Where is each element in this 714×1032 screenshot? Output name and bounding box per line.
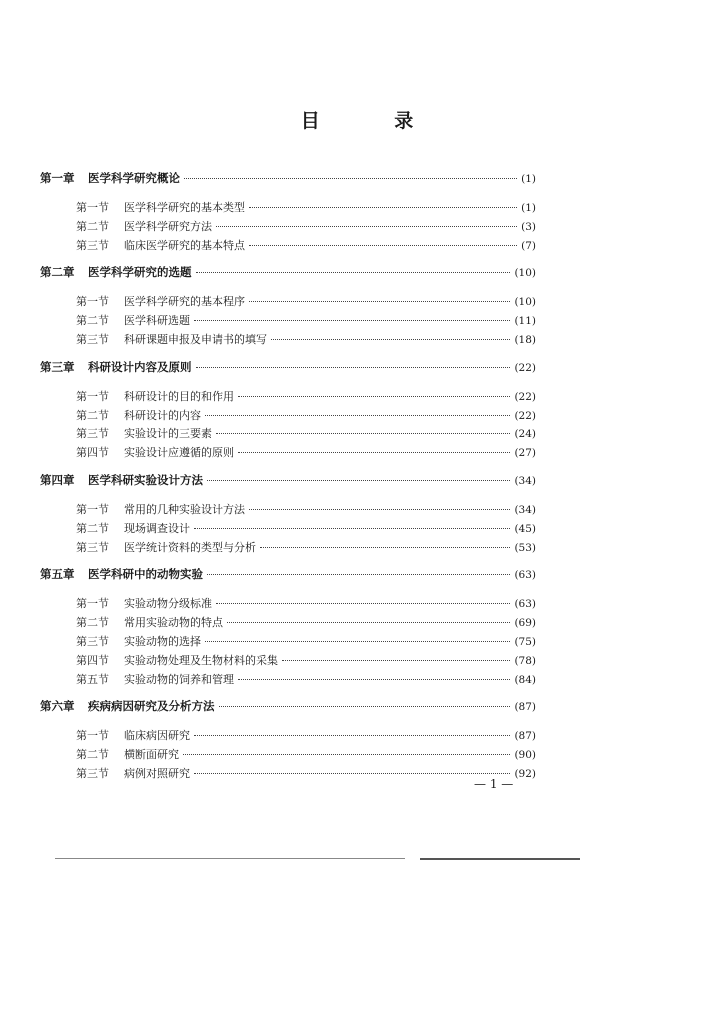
section-page: (22) bbox=[514, 390, 536, 403]
dot-leader bbox=[260, 547, 510, 548]
toc-section-entry bbox=[40, 331, 536, 350]
toc-chapter-entry bbox=[40, 170, 536, 191]
section-title: 医学科学研究方法 bbox=[124, 219, 212, 233]
section-page: (18) bbox=[514, 333, 536, 346]
section-page: (22) bbox=[514, 409, 536, 422]
section-number: 第二节 bbox=[76, 314, 109, 328]
section-page: (34) bbox=[514, 503, 536, 516]
section-number: 第一节 bbox=[76, 201, 109, 214]
section-page: (3) bbox=[521, 220, 536, 233]
dot-leader bbox=[238, 679, 510, 680]
section-page: (45) bbox=[514, 522, 536, 535]
chapter-number: 第五章 bbox=[40, 567, 75, 582]
section-title: 科研设计的内容 bbox=[124, 408, 201, 422]
section-title: 科研课题申报及申请书的填写 bbox=[124, 332, 267, 346]
dot-leader bbox=[205, 641, 510, 642]
chapter-page: (87) bbox=[514, 701, 536, 714]
section-number: 第三节 bbox=[76, 540, 109, 554]
section-title: 实验动物处理及生物材料的采集 bbox=[124, 653, 278, 667]
toc-section-entry bbox=[40, 199, 536, 218]
chapter-title: 科研设计内容及原则 bbox=[88, 359, 192, 374]
section-page: (63) bbox=[514, 598, 536, 611]
toc-section-entry bbox=[40, 501, 536, 520]
section-page: (90) bbox=[514, 749, 536, 762]
dot-leader bbox=[249, 301, 510, 302]
section-page: (10) bbox=[514, 296, 536, 309]
toc-section-entry bbox=[40, 444, 536, 463]
dot-leader bbox=[282, 660, 510, 661]
section-number: 第三节 bbox=[76, 766, 109, 780]
toc-section-entry bbox=[40, 312, 536, 331]
table-of-contents bbox=[40, 170, 536, 784]
dot-leader bbox=[249, 245, 517, 246]
section-number: 第二节 bbox=[76, 616, 109, 630]
section-number: 第一节 bbox=[76, 729, 109, 743]
toc-section-entry bbox=[40, 407, 536, 426]
section-page: (1) bbox=[521, 202, 536, 214]
dot-leader bbox=[194, 773, 510, 774]
chapter-number: 第四章 bbox=[40, 472, 75, 487]
toc-chapter-entry bbox=[40, 359, 536, 380]
toc-section-list bbox=[40, 199, 536, 255]
section-title: 实验动物的饲养和管理 bbox=[124, 672, 234, 686]
dot-leader bbox=[184, 178, 517, 179]
section-number: 第二节 bbox=[76, 408, 109, 422]
toc-section-list bbox=[40, 293, 536, 349]
section-title: 现场调查设计 bbox=[124, 521, 190, 535]
chapter-title: 疾病病因研究及分析方法 bbox=[88, 699, 215, 714]
section-title: 医学统计资料的类型与分析 bbox=[124, 540, 256, 554]
toc-section-entry bbox=[40, 539, 536, 558]
toc-section-entry bbox=[40, 237, 536, 256]
toc-section-entry bbox=[40, 671, 536, 690]
chapter-page: (63) bbox=[514, 569, 536, 582]
toc-section-entry bbox=[40, 218, 536, 237]
scan-edge-line bbox=[55, 858, 405, 859]
toc-section-entry bbox=[40, 746, 536, 765]
section-number: 第四节 bbox=[76, 653, 109, 667]
scan-edge-line bbox=[420, 858, 580, 860]
chapter-number: 第二章 bbox=[40, 265, 75, 280]
section-title: 实验设计应遵循的原则 bbox=[124, 446, 234, 460]
section-number: 第三节 bbox=[76, 332, 109, 346]
section-number: 第二节 bbox=[76, 748, 109, 762]
toc-section-entry bbox=[40, 727, 536, 746]
section-number: 第三节 bbox=[76, 634, 109, 648]
dot-leader bbox=[238, 452, 510, 453]
chapter-page: (1) bbox=[521, 173, 536, 185]
section-number: 第二节 bbox=[76, 219, 109, 233]
dot-leader bbox=[207, 480, 510, 481]
toc-chapter-entry bbox=[40, 264, 536, 285]
toc-chapter-entry bbox=[40, 698, 536, 719]
section-number: 第一节 bbox=[76, 502, 109, 516]
dot-leader bbox=[249, 509, 510, 510]
chapter-number: 第一章 bbox=[40, 171, 75, 185]
toc-section-list bbox=[40, 501, 536, 557]
dot-leader bbox=[249, 207, 517, 208]
section-title: 实验动物的选择 bbox=[124, 634, 201, 648]
dot-leader bbox=[183, 754, 510, 755]
section-title: 临床病因研究 bbox=[124, 729, 190, 743]
section-title: 病例对照研究 bbox=[124, 766, 190, 780]
dot-leader bbox=[219, 706, 511, 707]
toc-section-entry bbox=[40, 425, 536, 444]
dot-leader bbox=[207, 574, 510, 575]
chapter-title: 医学科研中的动物实验 bbox=[88, 567, 203, 582]
chapter-number: 第三章 bbox=[40, 359, 75, 374]
chapter-number: 第六章 bbox=[40, 699, 75, 714]
section-number: 第三节 bbox=[76, 427, 109, 441]
section-page: (69) bbox=[514, 617, 536, 630]
toc-section-entry bbox=[40, 614, 536, 633]
section-title: 常用的几种实验设计方法 bbox=[124, 502, 245, 516]
section-number: 第一节 bbox=[76, 597, 109, 611]
section-page: (87) bbox=[514, 730, 536, 743]
section-number: 第四节 bbox=[76, 446, 109, 460]
section-title: 实验设计的三要素 bbox=[124, 427, 212, 441]
toc-chapter-entry bbox=[40, 566, 536, 587]
section-title: 医学科学研究的基本程序 bbox=[124, 295, 245, 309]
dot-leader bbox=[205, 415, 510, 416]
section-page: (84) bbox=[514, 673, 536, 686]
section-number: 第三节 bbox=[76, 238, 109, 252]
dot-leader bbox=[196, 272, 511, 273]
toc-section-entry bbox=[40, 388, 536, 407]
chapter-page: (22) bbox=[514, 361, 536, 374]
dot-leader bbox=[238, 396, 510, 397]
section-number: 第一节 bbox=[76, 295, 109, 309]
dot-leader bbox=[216, 433, 510, 434]
dot-leader bbox=[216, 226, 517, 227]
dot-leader bbox=[196, 367, 511, 368]
toc-section-list bbox=[40, 595, 536, 689]
toc-section-entry bbox=[40, 633, 536, 652]
section-page: (11) bbox=[514, 315, 536, 328]
section-page: (75) bbox=[514, 635, 536, 648]
section-title: 科研设计的目的和作用 bbox=[124, 389, 234, 403]
dot-leader bbox=[194, 320, 510, 321]
dot-leader bbox=[216, 603, 510, 604]
section-title: 医学科学研究的基本类型 bbox=[124, 201, 245, 214]
section-title: 常用实验动物的特点 bbox=[124, 616, 223, 630]
page-title: 目 录 bbox=[300, 110, 448, 132]
dot-leader bbox=[271, 339, 510, 340]
chapter-title: 医学科研实验设计方法 bbox=[88, 472, 203, 487]
dot-leader bbox=[227, 622, 510, 623]
section-page: (78) bbox=[514, 654, 536, 667]
section-page: (27) bbox=[514, 447, 536, 460]
toc-section-list bbox=[40, 727, 536, 783]
section-page: (92) bbox=[514, 767, 536, 780]
section-number: 第五节 bbox=[76, 672, 109, 686]
section-number: 第二节 bbox=[76, 521, 109, 535]
section-title: 临床医学研究的基本特点 bbox=[124, 238, 245, 252]
page-number: — 1 — bbox=[474, 777, 514, 791]
toc-section-entry bbox=[40, 595, 536, 614]
dot-leader bbox=[194, 735, 510, 736]
section-page: (24) bbox=[514, 428, 536, 441]
dot-leader bbox=[194, 528, 510, 529]
section-page: (7) bbox=[521, 239, 536, 252]
chapter-title: 医学科学研究概论 bbox=[88, 171, 180, 185]
toc-chapter-entry bbox=[40, 472, 536, 493]
toc-section-entry bbox=[40, 652, 536, 671]
chapter-page: (34) bbox=[514, 474, 536, 487]
chapter-title: 医学科学研究的选题 bbox=[88, 265, 192, 280]
toc-section-entry bbox=[40, 765, 536, 784]
section-title: 横断面研究 bbox=[124, 748, 179, 762]
toc-section-entry bbox=[40, 293, 536, 312]
toc-section-list bbox=[40, 388, 536, 463]
section-page: (53) bbox=[514, 541, 536, 554]
section-number: 第一节 bbox=[76, 389, 109, 403]
toc-section-entry bbox=[40, 520, 536, 539]
chapter-page: (10) bbox=[514, 267, 536, 280]
section-title: 医学科研选题 bbox=[124, 314, 190, 328]
section-title: 实验动物分级标准 bbox=[124, 597, 212, 611]
